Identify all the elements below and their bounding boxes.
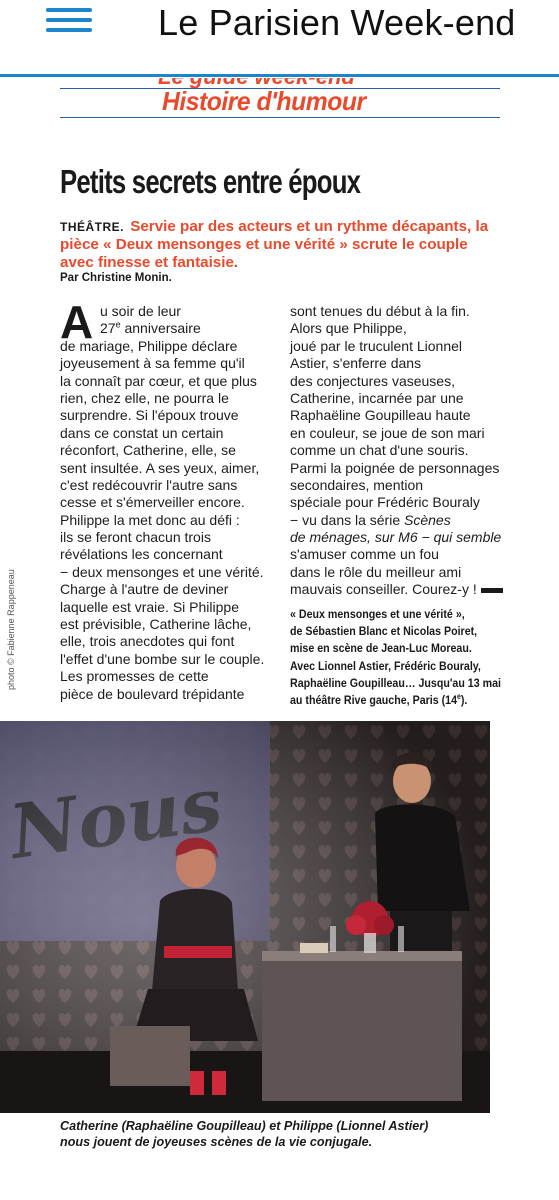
text-line: mauvais conseiller. Courez-y !	[290, 581, 505, 598]
text-line: sent insultée. A ses yeux, aimer,	[60, 459, 260, 476]
credit-line: Raphaëline Goupilleau… Jusqu'au 13 mai	[290, 675, 501, 690]
text-line: s'amuser comme un fou	[290, 546, 439, 563]
text-line: pièce de boulevard trépidante	[60, 685, 245, 702]
series-title: Scènes	[404, 511, 451, 528]
text-line: la connaît par cœur, et que plus	[60, 372, 257, 389]
app-bar-divider	[0, 74, 559, 77]
text-line: Catherine, incarnée par une	[290, 389, 464, 406]
text-line: Les promesses de cette	[60, 668, 209, 685]
text-line	[290, 529, 505, 546]
article-kicker: THÉÂTRE.	[60, 220, 124, 234]
text-line: Charge à l'autre de deviner	[60, 581, 229, 598]
text-line: révélations les concernant	[60, 546, 223, 563]
end-of-article-mark	[481, 588, 503, 593]
text-line: ils se feront chacun trois	[60, 529, 211, 546]
text-line: en couleur, se joue de son mari	[290, 424, 485, 441]
text-line: surprendre. Si l'époux trouve	[60, 407, 239, 424]
article-headline: Petits secrets entre époux	[60, 163, 361, 200]
section-rule-bottom	[60, 117, 500, 118]
text-line: Alors que Philippe,	[290, 320, 407, 337]
text-line: rien, chez elle, ne pourra le	[60, 389, 229, 406]
text-line: réconfort, Catherine, elle, se	[60, 442, 236, 459]
app-title: Le Parisien Week-end	[158, 2, 516, 43]
article-byline: Par Christine Monin.	[60, 272, 172, 284]
ordinal-superscript: e	[115, 319, 121, 330]
text-line: Astier, s'enferre dans	[290, 355, 422, 372]
text-line: 27e anniversaire	[100, 319, 201, 337]
text-line: u soir de leur	[100, 303, 181, 319]
app-bar	[0, 0, 559, 74]
text-line: joué par le truculent Lionnel	[290, 337, 463, 354]
text-line: − deux mensonges et une vérité.	[60, 563, 264, 580]
text-line: − vu dans la série Scènes	[290, 511, 451, 528]
article-column-right	[290, 303, 505, 599]
caption-line: Catherine (Raphaëline Goupilleau) et Philippe (Lionnel Astier)	[60, 1119, 429, 1133]
credit-line: de Sébastien Blanc et Nicolas Poiret,	[290, 624, 478, 639]
article-lead-text: Servie par des acteurs et un rythme décapants, la pièce « Deux mensonges et une vérité » scrute le couple avec finesse et fantaisie.	[60, 218, 489, 271]
article-column-left	[60, 296, 275, 703]
drop-cap: A	[60, 296, 94, 348]
text-line: dans ce constat un certain	[60, 424, 224, 441]
photo-credit: photo © Fabienne Rappeneau	[6, 569, 16, 690]
text-line: laquelle est vraie. Si Philippe	[60, 598, 239, 615]
text-line: sont tenues du début à la fin.	[290, 303, 470, 319]
section-title: Histoire d'humour	[162, 86, 366, 116]
text-line: l'effet d'une bombe sur le couple.	[60, 650, 265, 667]
caption-line: nous jouent de joyeuses scènes de la vie conjugale.	[60, 1135, 373, 1149]
series-title-cont: de ménages, sur M6 − qui semble	[290, 529, 502, 546]
credit-line: « Deux mensonges et une vérité »,	[290, 607, 465, 621]
text-line: Parmi la poignée de personnages	[290, 459, 500, 476]
credit-line: au théâtre Rive gauche, Paris (14e).	[290, 691, 468, 707]
show-credits	[290, 606, 501, 709]
article-lead	[60, 218, 500, 272]
photo-caption	[60, 1118, 500, 1150]
text-line: de mariage, Philippe déclare	[60, 337, 238, 354]
text-line: est prévisible, Catherine lâche,	[60, 616, 252, 633]
text-line: secondaires, mention	[290, 476, 424, 493]
text-line: Philippe la met donc au défi :	[60, 511, 240, 528]
text-line: Raphaëline Goupilleau haute	[290, 407, 471, 424]
text-line: comme un chat d'une souris.	[290, 442, 469, 459]
text-line: joyeusement à sa femme qu'il	[60, 355, 245, 372]
hamburger-menu-icon[interactable]	[46, 8, 92, 34]
credit-line: mise en scène de Jean-Luc Moreau.	[290, 641, 472, 656]
text-line: cesse et s'émerveiller encore.	[60, 494, 245, 511]
text-line: c'est redécouvrir l'autre sans	[60, 476, 238, 493]
text-line: spéciale pour Frédéric Bouraly	[290, 494, 480, 511]
text-line: elle, trois anecdotes qui font	[60, 633, 235, 650]
text-line: des conjectures vaseuses,	[290, 372, 455, 389]
credit-line: Avec Lionnel Astier, Frédéric Bouraly,	[290, 658, 481, 673]
article-photo	[0, 721, 490, 1113]
text-line: dans le rôle du meilleur ami	[290, 563, 462, 580]
